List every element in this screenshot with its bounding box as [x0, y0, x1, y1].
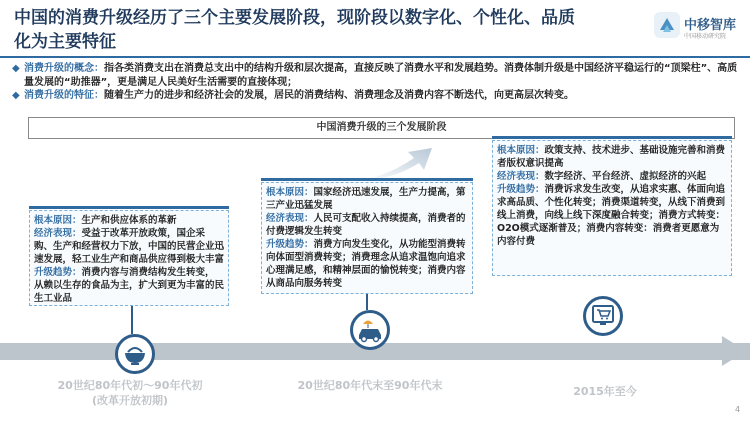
bullet-list: [12, 62, 742, 103]
title-divider: [0, 56, 750, 58]
diamond-bullet-icon: ◆: [12, 63, 20, 74]
page-number: 4: [735, 405, 741, 414]
upward-trend-arrow-icon: [358, 146, 438, 182]
stage1-icon-bubble: [115, 334, 155, 374]
brand-logo: [652, 10, 742, 50]
logo-subtitle: 中国移动研究院: [684, 33, 727, 40]
stage3-icon-bubble: [583, 296, 623, 336]
stage1-card: [29, 210, 229, 306]
logo-name: 中移智库: [684, 18, 737, 33]
stage-section-title: 中国消费升级的三个发展阶段: [28, 117, 735, 139]
bullet-key: 消费升级的特征：: [24, 90, 104, 102]
stage2-trend: 升级趋势：消费方向发生变化，从功能型消费转向体面型消费转变；消费理念从追求温饱向追求心理满足感，和精神层面的愉悦转变；消费内容从商品向服务转变: [266, 239, 466, 289]
timeline-arrow-icon: [722, 336, 746, 366]
stage1-trend: 升级趋势：消费内容与消费结构发生转变，从赖以生存的食品为主，扩大到更为丰富的民生工业品: [34, 267, 225, 304]
stage2-topbar: [261, 178, 473, 181]
stage1-era-label: 20世纪80年代初～90年代初 (改革开放初期): [57, 379, 203, 407]
stage2-icon-bubble: [350, 310, 390, 350]
stage2-economy: 经济表现：人民可支配收入持续提高，消费者的付费逻辑发生转变: [266, 213, 466, 237]
car-umbrella-icon: [353, 313, 387, 347]
bullet-text: 指各类消费支出在消费总支出中的结构升级和层次提高，直接反映了消费水平和发展趋势。消费体制升级是中国经济平稳运行的“顶梁柱”、高质量发展的“助推器”，更是满足人民美好生活需要的直接体现；: [24, 63, 738, 88]
stage3-reason: 根本原因：政策支持、技术进步、基础设施完善和消费者版权意识提高: [497, 145, 726, 169]
stage1-economy: 经济表现：受益于改革开放政策，国企采购、生产和经营权力下放，中国的民营企业迅速发展，轻工业生产和商品供应得到极大丰富: [34, 228, 225, 265]
bullet-concept: [12, 62, 742, 89]
shopping-cart-icon: [586, 299, 620, 333]
stage3-trend: 升级趋势：消费诉求发生改变，从追求实惠、体面向追求高品质、个性化转变；消费渠道转变，从线下消费到线上消费，向线上线下深度融合转变；消费方式转变：O2O模式逐渐普及；消费内容转变：消费者更愿意为内容付费: [497, 184, 726, 247]
stage3-topbar: [492, 136, 732, 139]
stage3-card: [492, 140, 732, 276]
stage3-era-label: 2015年至今: [573, 385, 637, 398]
stem-2: [366, 294, 368, 310]
page-title: 中国的消费升级经历了三个主要发展阶段，现阶段以数字化、个性化、品质化为主要特征: [14, 8, 575, 52]
bullet-features: [12, 89, 742, 103]
bullet-text: 随着生产力的进步和经济社会的发展，居民的消费结构、消费理念及消费内容不断迭代，向更高层次转变。: [104, 90, 574, 102]
stage1-reason: 根本原因：生产和供应体系的革新: [34, 215, 177, 226]
stage2-reason: 根本原因：国家经济迅速发展，生产力提高，第三产业迅猛发展: [266, 187, 466, 211]
rice-bowl-icon: [118, 337, 152, 371]
stem-1: [131, 306, 133, 334]
bullet-key: 消费升级的概念：: [24, 63, 104, 74]
stage2-era-label: 20世纪80年代末至90年代末: [297, 379, 443, 392]
stage2-card: [261, 182, 473, 294]
stage1-topbar: [29, 206, 229, 209]
diamond-bullet-icon: ◆: [12, 90, 20, 102]
stage3-economy: 经济表现：数字经济、平台经济、虚拟经济的兴起: [497, 171, 707, 182]
logo-mark-icon: [652, 10, 682, 40]
